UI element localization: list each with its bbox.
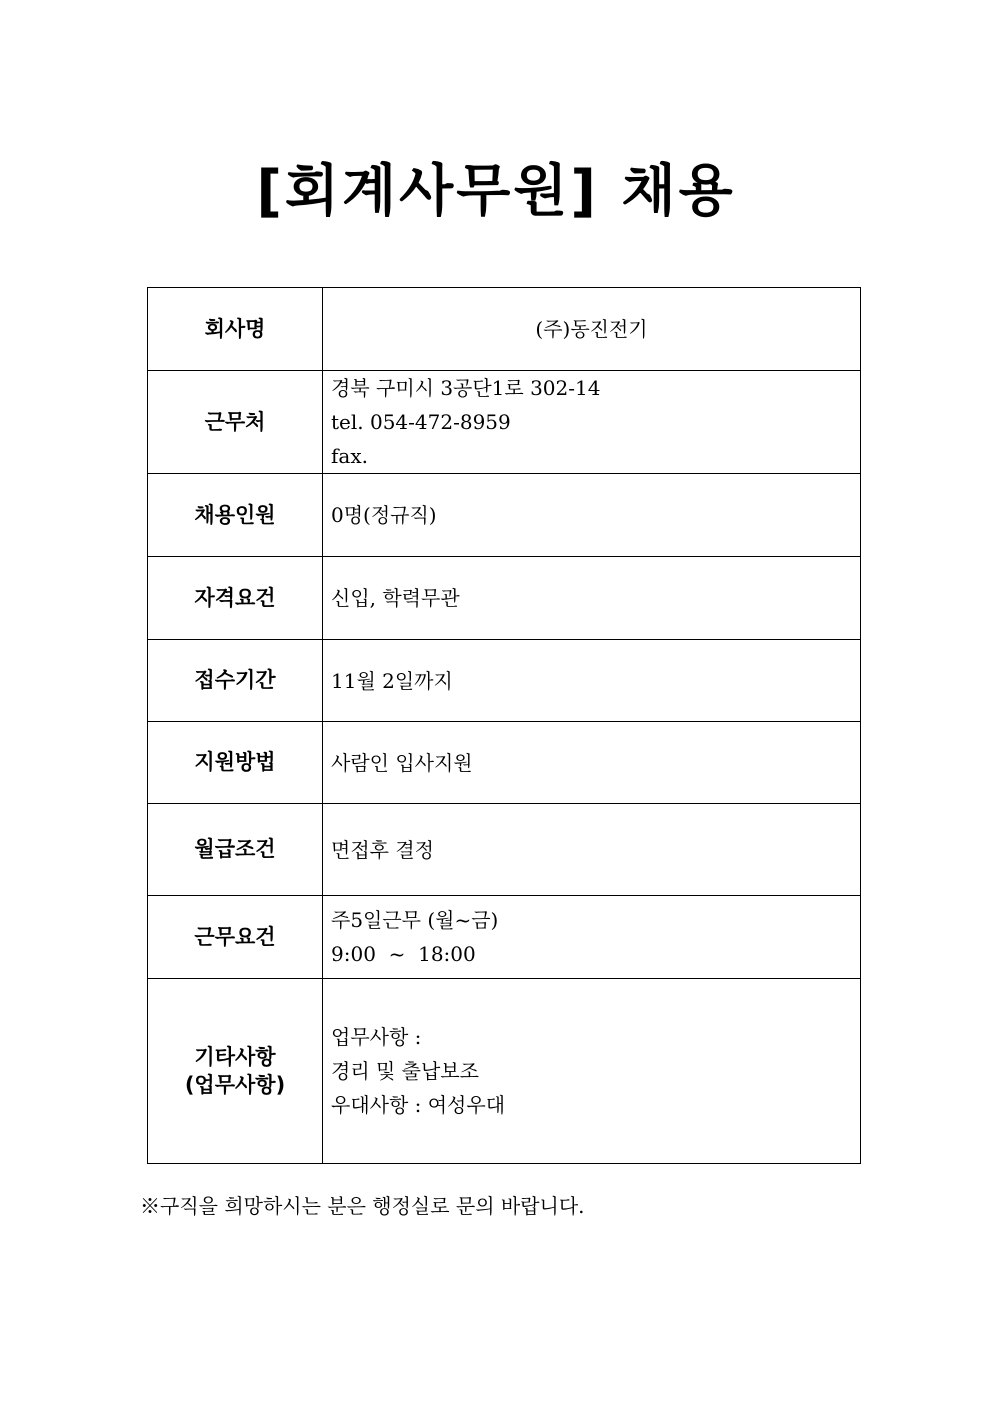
row-value-qualification <box>323 557 861 640</box>
table-row-qualification <box>148 557 861 640</box>
table-row-application-period <box>148 640 861 722</box>
table-row-workplace <box>148 371 861 474</box>
footer-note: ※구직을 희망하시는 분은 행정실로 문의 바랍니다. <box>140 1194 585 1218</box>
duty-heading: 업무사항 : <box>331 1025 422 1049</box>
table-row-headcount <box>148 474 861 557</box>
row-label-salary: 월급조건 <box>148 804 323 896</box>
row-value-other <box>323 979 861 1164</box>
row-label-company: 회사명 <box>148 288 323 371</box>
application-method-value: 사람인 입사지원 <box>331 750 473 775</box>
table-row-work-conditions <box>148 896 861 979</box>
application-period-value: 11월 2일까지 <box>331 668 453 693</box>
preference-note: 우대사항 : 여성우대 <box>331 1093 506 1117</box>
row-value-workplace <box>323 371 861 474</box>
row-label-qualification: 자격요건 <box>148 557 323 640</box>
table-row-other <box>148 979 861 1164</box>
row-label-headcount: 채용인원 <box>148 474 323 557</box>
salary-value: 면접후 결정 <box>331 837 434 862</box>
company-name: (주)동진전기 <box>535 317 648 341</box>
row-value-work-conditions <box>323 896 861 979</box>
row-label-application-method: 지원방법 <box>148 722 323 804</box>
page-title: [회계사무원] 채용 <box>256 159 736 224</box>
other-label-line-1: 기타사항 <box>194 1044 276 1069</box>
work-hours: 9:00 ~ 18:00 <box>331 942 476 966</box>
row-label-other <box>148 979 323 1164</box>
row-value-application-method <box>323 722 861 804</box>
row-value-headcount <box>323 474 861 557</box>
row-label-workplace: 근무처 <box>148 371 323 474</box>
workplace-fax: fax. <box>331 444 368 468</box>
row-value-company <box>323 288 861 371</box>
table-row-application-method <box>148 722 861 804</box>
row-label-application-period: 접수기간 <box>148 640 323 722</box>
qualification-value: 신입, 학력무관 <box>331 586 460 610</box>
other-label-line-2: (업무사항) <box>184 1073 286 1097</box>
table-row-salary <box>148 804 861 896</box>
duty-description: 경리 및 출납보조 <box>331 1059 479 1083</box>
table-row-company <box>148 288 861 371</box>
row-value-application-period <box>323 640 861 722</box>
headcount-value: 0명(정규직) <box>331 503 437 527</box>
workplace-tel: tel. 054-472-8959 <box>331 410 511 434</box>
job-posting-table <box>147 287 861 1164</box>
row-label-work-conditions: 근무요건 <box>148 896 323 979</box>
row-value-salary <box>323 804 861 896</box>
work-days: 주5일근무 (월~금) <box>331 908 499 932</box>
workplace-address: 경북 구미시 3공단1로 302-14 <box>331 376 601 400</box>
